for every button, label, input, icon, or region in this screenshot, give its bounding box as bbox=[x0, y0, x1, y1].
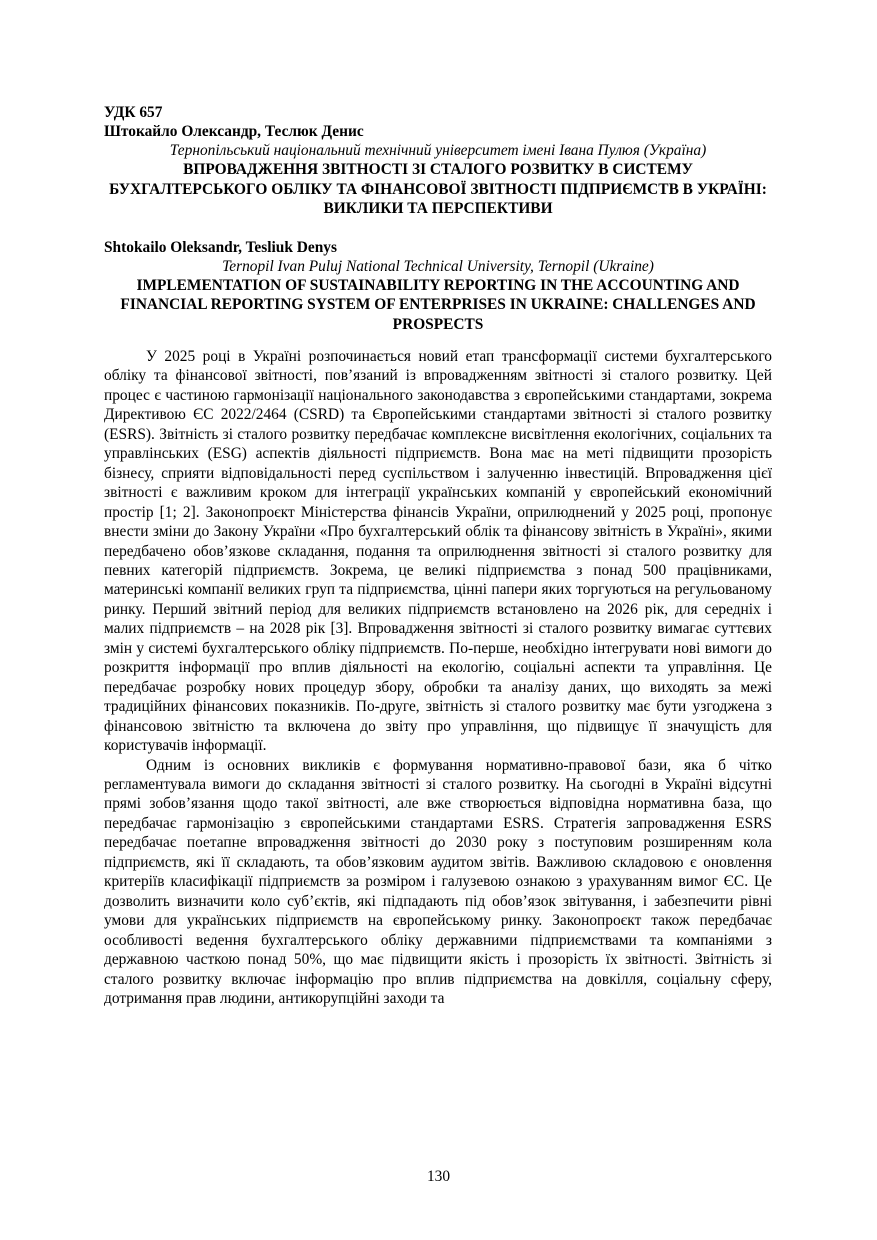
title-ukrainian: ВПРОВАДЖЕННЯ ЗВІТНОСТІ ЗІ СТАЛОГО РОЗВИТКУ В СИСТЕМУ БУХГАЛТЕРСЬКОГО ОБЛІКУ ТА ФІНАНСОВОЇ ЗВІТНОСТІ ПІДПРИЄМСТВ В УКРАЇНІ: ВИКЛИКИ ТА ПЕРСПЕКТИВИ bbox=[109, 161, 767, 217]
article-body bbox=[104, 347, 772, 1008]
authors-english: Shtokailo Oleksandr, Tesliuk Denys bbox=[104, 238, 337, 256]
section-spacer bbox=[104, 219, 772, 238]
affiliation-english: Ternopil Ivan Puluj National Technical University, Ternopil (Ukraine) bbox=[222, 257, 654, 275]
page-number: 130 bbox=[426, 1168, 451, 1185]
body-paragraph-1: У 2025 році в Україні розпочинається новий етап трансформації системи бухгалтерського обліку та фінансової звітності, пов’язаний із впровадженням звітності зі сталого розвитку. Цей процес є частиною гармонізації національного законодавства з європейськими стандартами, зокрема Директивою ЄС 2022/2464 (CSRD) та Європейськими стандартами звітності зі сталого розвитку (ESRS). Звітність зі сталого розвитку передбачає комплексне висвітлення екологічних, соціальних та управлінських (ESG) аспектів діяльності підприємств. Вона має на меті підвищити прозорість бізнесу, сприяти відповідальності перед суспільством і залученню інвестицій. Впровадження цієї звітності є важливим кроком для інтеграції українських компаній у європейський економічний простір [1; 2]. Законопроєкт Міністерства фінансів України, оприлюднений у 2025 році, пропонує внести зміни до Закону України «Про бухгалтерський облік та фінансову звітність в Україні», якими передбачено обов’язкове складання, подання та оприлюднення звітності зі сталого розвитку для певних категорій підприємств. Зокрема, це великі підприємства з понад 500 працівниками, материнські компанії великих груп та підприємства, цінні папери яких торгуються на регульованому ринку. Перший звітний період для великих підприємств встановлено на 2026 рік, для середніх і малих підприємств – на 2028 рік [3]. Впровадження звітності зі сталого розвитку вимагає суттєвих змін у системі бухгалтерського обліку підприємств. По-перше, необхідно інтегрувати нові вимоги до розкриття інформації про вплив діяльності на екологію, соціальні аспекти та управління. Це передбачає розробку нових процедур збору, обробки та аналізу даних, що виходять за межі традиційних фінансових показників. По-друге, звітність зі сталого розвитку має бути узгоджена з фінансовою звітністю та включена до звіту про управління, що підвищує її значущість для користувачів інформації. bbox=[104, 348, 772, 755]
page-content bbox=[104, 103, 772, 1008]
affiliation-ukrainian: Тернопільський національний технічний університет імені Івана Пулюя (Україна) bbox=[169, 142, 707, 159]
authors-ukrainian: Штокайло Олександр, Теслюк Денис bbox=[104, 123, 364, 140]
title-english: IMPLEMENTATION OF SUSTAINABILITY REPORTING IN THE ACCOUNTING AND FINANCIAL REPORTING SYSTEM OF ENTERPRISES IN UKRAINE: CHALLENGES AND PROSPECTS bbox=[120, 276, 756, 333]
udc-code: УДК 657 bbox=[104, 104, 163, 121]
body-paragraph-2: Одним із основних викликів є формування нормативно-правової бази, яка б чітко регламентувала вимоги до складання звітності зі сталого розвитку. На сьогодні в Україні відсутні прямі зобов’язання щодо такої звітності, але вже створюється відповідна нормативна база, що передбачає гармонізацію з європейськими стандартами ESRS. Стратегія запровадження ESRS передбачає поетапне впровадження звітності до 2030 року з поступовим розширенням кола підприємств, які її складають, та обов’язковим аудитом звітів. Важливою складовою є оновлення критеріїв класифікації підприємств за розміром і галузевою ознакою з урахуванням вимог ЄС. Це дозволить визначити коло суб’єктів, які підпадають під обов’язок звітування, і забезпечити рівні умови для українських підприємств на європейському ринку. Законопроєкт також передбачає особливості ведення бухгалтерського обліку державними підприємствами та компаніями з державною часткою понад 50%, що має підвищити якість і прозорість їх звітності. Звітність зі сталого розвитку включає інформацію про вплив підприємства на довкілля, соціальну сферу, дотримання прав людини, антикорупційні заходи та bbox=[104, 756, 772, 1007]
